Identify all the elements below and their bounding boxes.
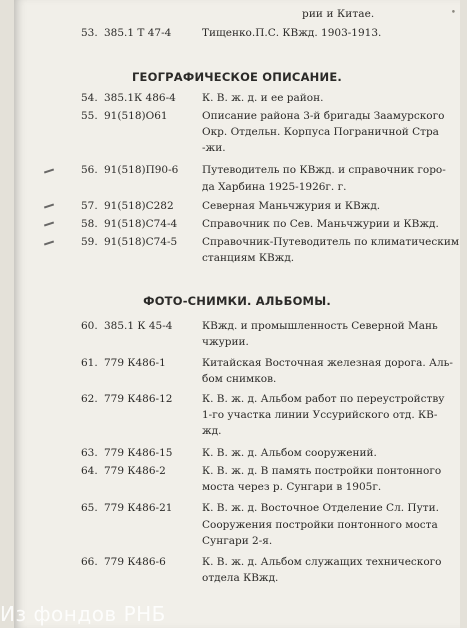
entry-line: Сунгари 2-я.	[202, 535, 273, 547]
entry-number: 58.	[81, 218, 98, 230]
section-title: ГЕОГРАФИЧЕСКОЕ ОПИСАНИЕ.	[132, 70, 342, 84]
entry-line: К. В. ж. д. Восточное Отделение Сл. Пути.	[202, 502, 439, 514]
entry-line: Сооружения постройки понтонного моста	[202, 519, 438, 531]
entry-line: моста через р. Сунгари в 1905г.	[202, 481, 382, 493]
entry-number: 66.	[81, 556, 98, 568]
section-title: ФОТО-СНИМКИ. АЛЬБОМЫ.	[143, 294, 331, 308]
entry-number: 65.	[81, 502, 98, 514]
pencil-tick-mark	[44, 241, 54, 246]
library-watermark: Из фондов РНБ	[0, 602, 166, 626]
entry-line: Справочник-Путеводитель по климатическим	[202, 236, 459, 248]
entry-line: К. В. ж. д. Альбом сооружений.	[202, 447, 377, 459]
entry-line: КВжд. и промышленность Северной Мань	[202, 320, 438, 332]
entry-line: Китайская Восточная железная дорога. Аль-	[202, 357, 453, 369]
entry-line: Окр. Отдельн. Корпуса Пограничной Стра	[202, 126, 439, 138]
entry-code: 779 К486-6	[104, 556, 166, 568]
corner-mark: •	[450, 8, 456, 18]
entry-number: 62.	[81, 393, 98, 405]
entry-number: 64.	[81, 465, 98, 477]
entry-number: 57.	[81, 200, 98, 212]
entry-line: Справочник по Сев. Маньчжурии и КВжд.	[202, 218, 439, 230]
entry-code: 91(518)С74-4	[104, 218, 178, 230]
entry-number: 55.	[81, 110, 98, 122]
entry-line: К. В. ж. д. В память постройки понтонного	[202, 465, 442, 477]
pencil-tick-mark	[44, 222, 54, 227]
entry-line: К. В. ж. д. Альбом служащих технического	[202, 556, 442, 568]
entry-line: -жи.	[202, 142, 226, 154]
top-fragment: рии и Китае.	[302, 8, 375, 20]
document-page	[14, 0, 460, 628]
entry-line: чжурии.	[202, 336, 249, 348]
pencil-tick-mark	[44, 169, 54, 174]
entry-line: жд.	[202, 425, 222, 437]
entry-code: 91(518)П90-6	[104, 164, 179, 176]
entry-code: 91(518)С74-5	[104, 236, 178, 248]
pencil-tick-mark	[44, 204, 54, 209]
entry-number: 61.	[81, 357, 98, 369]
entry-number: 54.	[81, 92, 98, 104]
entry-code: 91(518)О61	[104, 110, 168, 122]
entry-line: Северная Маньчжурия и КВжд.	[202, 200, 381, 212]
entry-line: отдела КВжд.	[202, 572, 279, 584]
entry-line: Путеводитель по КВжд. и справочник горо-	[202, 164, 446, 176]
entry-code: 779 К486-21	[104, 502, 173, 514]
entry-number: 60.	[81, 320, 98, 332]
entry-line: бом снимков.	[202, 373, 277, 385]
entry-code: 779 К486-15	[104, 447, 173, 459]
entry-line: Тищенко.П.С. КВжд. 1903-1913.	[202, 27, 382, 39]
entry-code: 385.1К 486-4	[104, 92, 176, 104]
entry-code: 779 К486-1	[104, 357, 166, 369]
entry-line: да Харбина 1925-1926г. г.	[202, 181, 347, 193]
entry-number: 53.	[81, 27, 98, 39]
entry-line: станциям КВжд.	[202, 252, 295, 264]
entry-code: 779 К486-2	[104, 465, 166, 477]
entry-code: 385.1 К 45-4	[104, 320, 173, 332]
entry-number: 63.	[81, 447, 98, 459]
entry-code: 779 К486-12	[104, 393, 173, 405]
entry-code: 385.1 Т 47-4	[104, 27, 172, 39]
entry-code: 91(518)С282	[104, 200, 174, 212]
entry-line: 1-го участка линии Уссурийского отд. КВ-	[202, 409, 438, 421]
entry-number: 59.	[81, 236, 98, 248]
entry-line: Описание района 3-й бригады Заамурского	[202, 110, 445, 122]
entry-number: 56.	[81, 164, 98, 176]
entry-line: К. В. ж. д. Альбом работ по переустройству	[202, 393, 445, 405]
entry-line: К. В. ж. д. и ее район.	[202, 92, 324, 104]
